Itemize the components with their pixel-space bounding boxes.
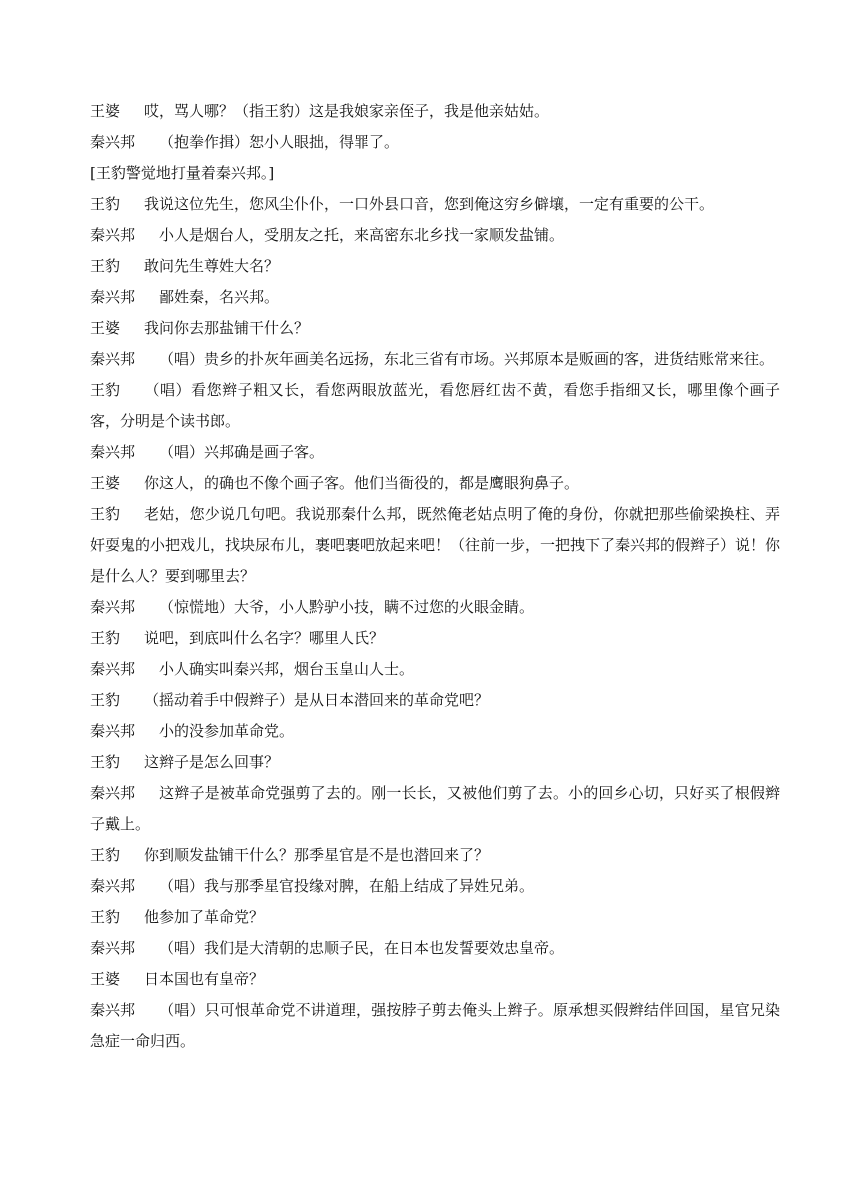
speaker-name: 秦兴邦 bbox=[90, 288, 136, 306]
dialogue-line bbox=[90, 437, 780, 468]
dialogue-line bbox=[90, 189, 780, 220]
dialogue-text: （唱）我们是大清朝的忠顺子民，在日本也发誓要效忠皇帝。 bbox=[159, 939, 565, 957]
dialogue-text: （唱）只可恨革命党不讲道理，强按脖子剪去俺头上辫子。原承想买假辫结伴回国，星官兄染急症一命归西。 bbox=[90, 1001, 780, 1050]
dialogue-line bbox=[90, 716, 780, 747]
dialogue-text: 你到顺发盐铺干什么？那季星官是不是也潜回来了？ bbox=[144, 846, 490, 864]
speaker-name: 王豹 bbox=[90, 753, 121, 771]
dialogue-line bbox=[90, 871, 780, 902]
dialogue-line bbox=[90, 499, 780, 592]
dialogue-text: 他参加了革命党？ bbox=[144, 908, 265, 926]
speaker-name: 王婆 bbox=[90, 970, 121, 988]
speaker-name: 王豹 bbox=[90, 195, 121, 213]
speaker-name: 秦兴邦 bbox=[90, 784, 136, 802]
speaker-name: 秦兴邦 bbox=[90, 350, 136, 368]
speaker-name: 王豹 bbox=[90, 846, 121, 864]
script-body bbox=[90, 96, 780, 1057]
stage-direction: [王豹警觉地打量着秦兴邦。] bbox=[90, 164, 275, 182]
speaker-name: 秦兴邦 bbox=[90, 1001, 136, 1019]
dialogue-text: 老姑，您少说几句吧。我说那秦什么邦，既然俺老姑点明了俺的身份，你就把那些偷梁换柱、弄奸耍鬼的小把戏儿，找块尿布儿，裹吧裹吧放起来吧！（往前一步，一把拽下了秦兴邦的假辫子）说！你是什么人？要到哪里去？ bbox=[90, 505, 781, 585]
dialogue-line bbox=[90, 282, 780, 313]
dialogue-line bbox=[90, 654, 780, 685]
dialogue-text: 哎，骂人哪？（指王豹）这是我娘家亲侄子，我是他亲姑姑。 bbox=[144, 102, 550, 120]
speaker-name: 秦兴邦 bbox=[90, 133, 136, 151]
speaker-name: 王婆 bbox=[90, 102, 121, 120]
dialogue-line bbox=[90, 96, 780, 127]
dialogue-text: 我问你去那盐铺干什么？ bbox=[144, 319, 310, 337]
speaker-name: 秦兴邦 bbox=[90, 598, 136, 616]
dialogue-text: 日本国也有皇帝？ bbox=[144, 970, 265, 988]
dialogue-text: 敢问先生尊姓大名？ bbox=[144, 257, 280, 275]
dialogue-text: （唱）看您辫子粗又长，看您两眼放蓝光，看您唇红齿不黄，看您手指细又长，哪里像个画子客，分明是个读书郎。 bbox=[90, 381, 780, 430]
dialogue-line bbox=[90, 623, 780, 654]
speaker-name: 王豹 bbox=[90, 691, 121, 709]
dialogue-text: 我说这位先生，您风尘仆仆，一口外县口音，您到俺这穷乡僻壤，一定有重要的公干。 bbox=[144, 195, 715, 213]
dialogue-text: 小的没参加革命党。 bbox=[159, 722, 295, 740]
speaker-name: 王豹 bbox=[90, 257, 121, 275]
dialogue-text: 说吧，到底叫什么名字？哪里人氏？ bbox=[144, 629, 385, 647]
speaker-name: 王豹 bbox=[90, 381, 121, 399]
speaker-name: 秦兴邦 bbox=[90, 443, 136, 461]
dialogue-text: 这辫子是被革命党强剪了去的。刚一长长，又被他们剪了去。小的回乡心切，只好买了根假辫子戴上。 bbox=[90, 784, 780, 833]
dialogue-text: （唱）我与那季星官投缘对脾，在船上结成了异姓兄弟。 bbox=[159, 877, 535, 895]
dialogue-text: （唱）贵乡的扑灰年画美名远扬，东北三省有市场。兴邦原本是贩画的客，进货结账常来往。 bbox=[159, 350, 775, 368]
dialogue-line bbox=[90, 933, 780, 964]
dialogue-text: （摇动着手中假辫子）是从日本潜回来的革命党吧？ bbox=[144, 691, 490, 709]
dialogue-text: （抱拳作揖）恕小人眼拙，得罪了。 bbox=[159, 133, 400, 151]
speaker-name: 王豹 bbox=[90, 629, 121, 647]
speaker-name: 秦兴邦 bbox=[90, 877, 136, 895]
speaker-name: 秦兴邦 bbox=[90, 226, 136, 244]
dialogue-text: 鄙姓秦，名兴邦。 bbox=[159, 288, 280, 306]
dialogue-line bbox=[90, 313, 780, 344]
dialogue-line bbox=[90, 902, 780, 933]
dialogue-text: 你这人，的确也不像个画子客。他们当衙役的，都是鹰眼狗鼻子。 bbox=[144, 474, 580, 492]
dialogue-line bbox=[90, 778, 780, 840]
dialogue-line bbox=[90, 592, 780, 623]
speaker-name: 王婆 bbox=[90, 319, 121, 337]
dialogue-text: （惊慌地）大爷，小人黔驴小技，瞒不过您的火眼金睛。 bbox=[159, 598, 535, 616]
speaker-name: 秦兴邦 bbox=[90, 660, 136, 678]
dialogue-line bbox=[90, 344, 780, 375]
dialogue-line bbox=[90, 220, 780, 251]
speaker-name: 王婆 bbox=[90, 474, 121, 492]
speaker-name: 王豹 bbox=[90, 908, 121, 926]
dialogue-text: 小人是烟台人，受朋友之托，来高密东北乡找一家顺发盐铺。 bbox=[159, 226, 565, 244]
dialogue-line bbox=[90, 251, 780, 282]
dialogue-text: （唱）兴邦确是画子客。 bbox=[159, 443, 325, 461]
dialogue-text: 小人确实叫秦兴邦，烟台玉皇山人士。 bbox=[159, 660, 415, 678]
dialogue-line bbox=[90, 127, 780, 158]
dialogue-line bbox=[90, 995, 780, 1057]
dialogue-line bbox=[90, 747, 780, 778]
dialogue-text: 这辫子是怎么回事？ bbox=[144, 753, 280, 771]
speaker-name: 王豹 bbox=[90, 505, 121, 523]
dialogue-line bbox=[90, 468, 780, 499]
speaker-name: 秦兴邦 bbox=[90, 722, 136, 740]
dialogue-line bbox=[90, 375, 780, 437]
speaker-name: 秦兴邦 bbox=[90, 939, 136, 957]
dialogue-line bbox=[90, 685, 780, 716]
dialogue-line bbox=[90, 964, 780, 995]
dialogue-line bbox=[90, 840, 780, 871]
